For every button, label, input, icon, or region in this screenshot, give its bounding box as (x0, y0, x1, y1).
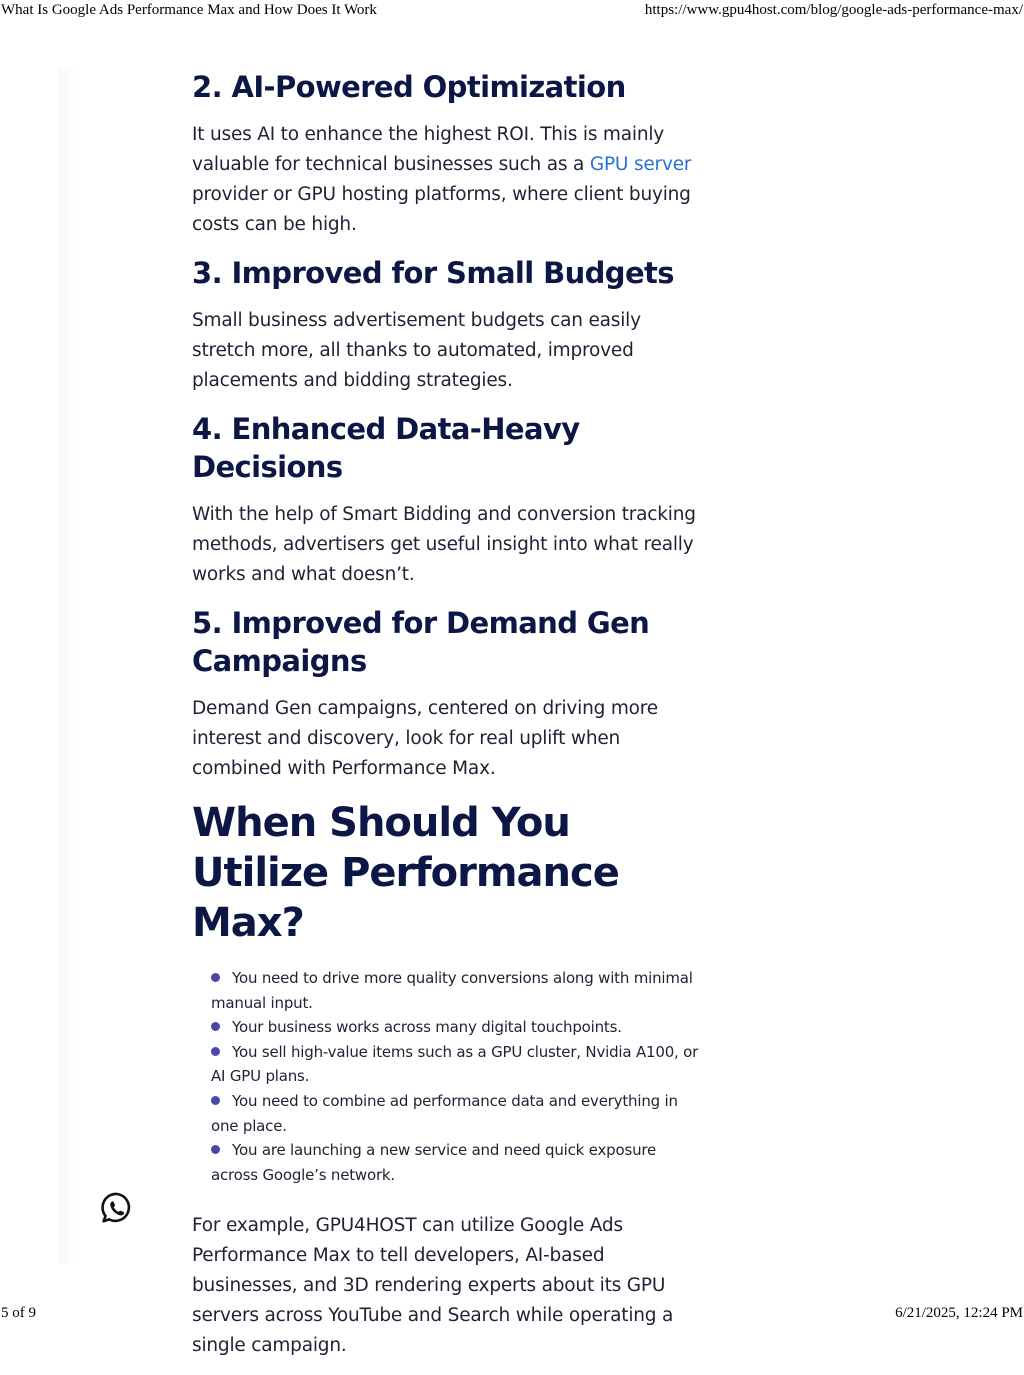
bullet-list (192, 966, 704, 1187)
article-body (192, 68, 704, 1375)
list-item-text: You need to drive more quality conversions along with minimal manual input. (211, 969, 693, 1012)
bullet-dot-icon (211, 1047, 220, 1056)
list-item (211, 1015, 704, 1040)
print-datetime: 6/21/2025, 12:24 PM (895, 1305, 1023, 1321)
print-page-title: What Is Google Ads Performance Max and How Does It Work (1, 2, 377, 18)
list-item (211, 1040, 704, 1089)
print-page-number: 5 of 9 (1, 1305, 36, 1321)
paragraph-data-heavy-decisions: With the help of Smart Bidding and conversion tracking methods, advertisers get useful insight into what really works and what doesn’t. (192, 504, 696, 585)
paragraph-text: It uses AI to enhance the highest ROI. This is mainly valuable for technical businesses such as a (192, 124, 665, 175)
heading-data-heavy-decisions: 4. Enhanced Data-Heavy Decisions (192, 412, 580, 484)
gpu-server-link[interactable]: GPU server (589, 154, 692, 175)
whatsapp-icon[interactable] (100, 1191, 134, 1225)
paragraph-ai-powered-optimization (192, 120, 704, 240)
list-item-text: You need to combine ad performance data and everything in one place. (211, 1091, 678, 1135)
print-page-url: https://www.gpu4host.com/blog/google-ads-performance-max/ (644, 2, 1023, 18)
heading-demand-gen: 5. Improved for Demand Gen Campaigns (192, 606, 650, 678)
list-item-text: Your business works across many digital touchpoints. (232, 1018, 622, 1037)
bullet-dot-icon (211, 973, 220, 982)
list-item (211, 1089, 704, 1138)
bullet-dot-icon (211, 1022, 220, 1031)
paragraph-small-budgets: Small business advertisement budgets can easily stretch more, all thanks to automated, improved placements and bidding strategies. (192, 310, 641, 391)
paragraph-demand-gen: Demand Gen campaigns, centered on driving more interest and discovery, look for real uplift when combined with Performance Max. (192, 698, 658, 779)
list-item (211, 966, 704, 1015)
left-column-strip (58, 68, 78, 1264)
print-header (0, 2, 1024, 22)
heading-when-to-utilize: When Should You Utilize Performance Max? (192, 800, 619, 946)
heading-small-budgets: 3. Improved for Small Budgets (192, 256, 674, 290)
list-item-text: You sell high-value items such as a GPU cluster, Nvidia A100, or AI GPU plans. (211, 1042, 699, 1086)
heading-ai-powered-optimization: 2. AI-Powered Optimization (192, 70, 626, 104)
print-footer (0, 1305, 1024, 1325)
bullet-dot-icon (211, 1145, 220, 1154)
paragraph-example: For example, GPU4HOST can utilize Google Ads Performance Max to tell developers, AI-based businesses, and 3D rendering experts about its GPU servers across YouTube and Search while operating a single campaign. (192, 1215, 674, 1357)
paragraph-text: provider or GPU hosting platforms, where client buying costs can be high. (192, 184, 691, 235)
list-item-text: You are launching a new service and need quick exposure across Google’s network. (211, 1141, 657, 1184)
whatsapp-icon-graphic (100, 1191, 134, 1225)
bullet-dot-icon (211, 1096, 220, 1105)
list-item (211, 1138, 704, 1187)
